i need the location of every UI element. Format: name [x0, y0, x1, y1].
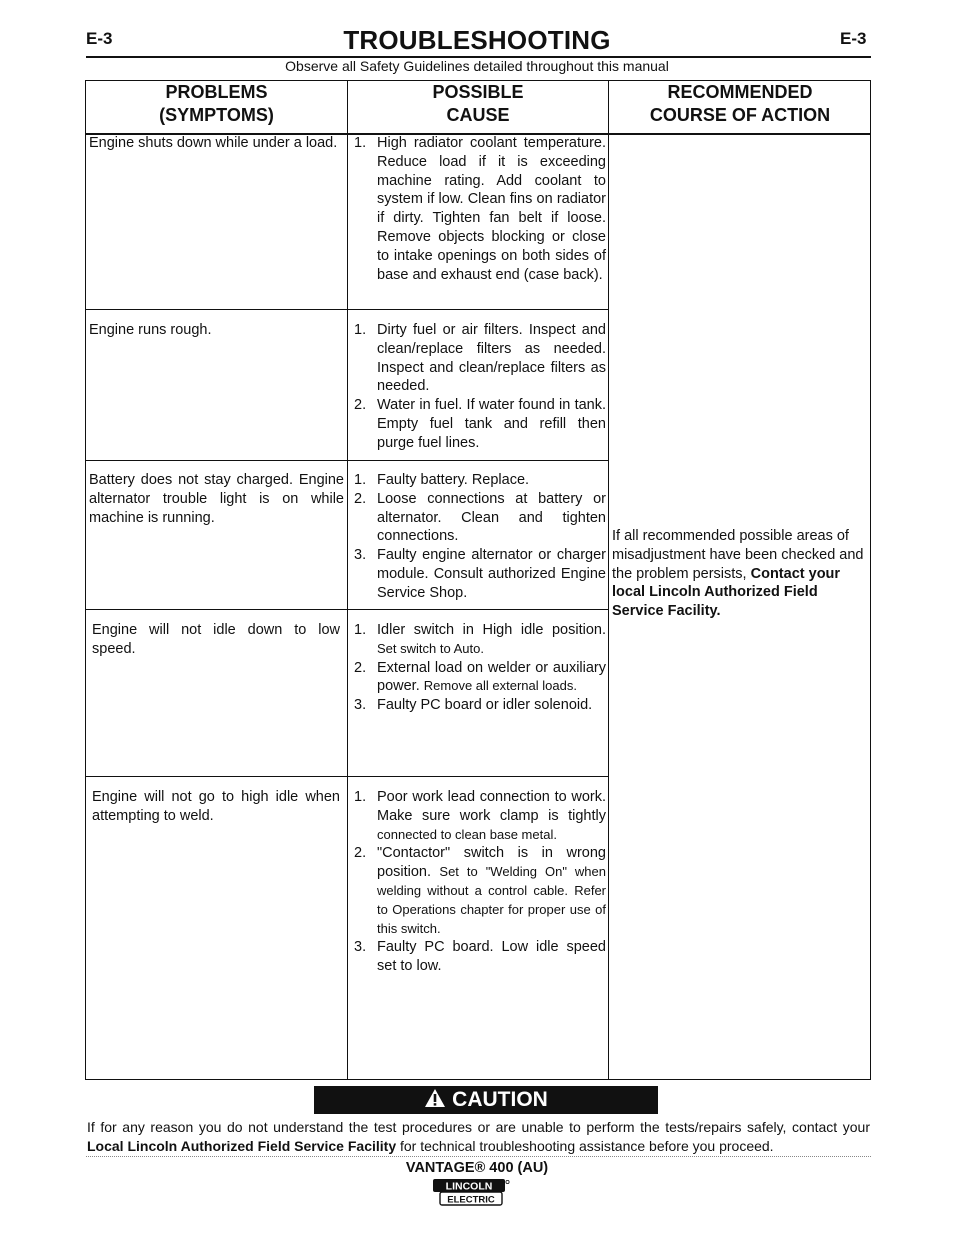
cause-number: 2. — [354, 490, 367, 507]
cause-text: Faulty battery. Replace. — [377, 472, 530, 488]
cause-number: 1. — [354, 135, 367, 151]
footer-divider — [86, 1156, 871, 1157]
cause-item — [354, 134, 606, 284]
cause-list — [354, 471, 606, 603]
cause-text: Faulty engine alternator or charger module. Consult authorized Engine Service Shop. — [377, 547, 606, 601]
action-text: If all recommended possible areas of misadjustment have been checked and the problem persists, — [612, 528, 864, 582]
cause-number: 1. — [354, 472, 367, 488]
cause-text: External load on welder or auxiliary power. — [377, 659, 606, 695]
cause-text: Idler switch in High idle position. — [377, 622, 606, 638]
column-divider — [608, 81, 609, 1079]
header-problems-line1: PROBLEMS — [165, 82, 268, 102]
cause-item — [354, 659, 606, 697]
problem-cell: Engine will not idle down to low speed. — [92, 622, 340, 657]
logo-bottom-text: ELECTRIC — [447, 1194, 495, 1206]
cause-text: Water in fuel. If water found in tank. Empty fuel tank and refill then purge fuel lines. — [377, 397, 606, 451]
row-divider — [86, 776, 608, 777]
caution-label: CAUTION — [452, 1088, 548, 1111]
cause-item — [354, 396, 606, 452]
header-problems-line2: (SYMPTOMS) — [159, 105, 274, 125]
row-divider — [86, 309, 608, 310]
cause-number: 2. — [354, 845, 367, 862]
header-action — [609, 81, 871, 133]
header-action-line1: RECOMMENDED — [667, 82, 813, 102]
logo-top-text: LINCOLN — [445, 1180, 493, 1193]
cause-number: 2. — [354, 397, 367, 414]
row-divider — [86, 460, 608, 461]
cause-list — [354, 321, 606, 453]
problem-cell: Engine runs rough. — [89, 322, 212, 338]
cause-note: Remove all external loads. — [423, 678, 577, 694]
registered-mark-icon — [506, 1180, 509, 1183]
caution-text — [87, 1118, 870, 1156]
cause-item — [354, 696, 606, 715]
cause-text: Loose connections at battery or alternator. Clean and tighten connections. — [377, 490, 606, 545]
product-name: VANTAGE® 400 (AU) — [405, 1160, 549, 1176]
cause-item — [354, 938, 606, 976]
recommended-action — [612, 527, 868, 621]
header-problems — [86, 81, 347, 133]
page-code-left: E-3 — [86, 29, 113, 48]
safety-note: Observe all Safety Guidelines detailed throughout this manual — [285, 58, 669, 74]
header-action-line2: COURSE OF ACTION — [649, 105, 831, 125]
caution-banner — [314, 1086, 658, 1114]
cause-item — [354, 844, 606, 938]
cause-note: Set switch to Auto. — [377, 640, 484, 656]
action-contact: Contact your local Lincoln Authorized Field Service Facility. — [612, 565, 841, 620]
cause-number: 1. — [354, 622, 367, 638]
cause-text: Faulty PC board. Low idle speed set to low. — [377, 939, 606, 975]
page-title: TROUBLESHOOTING — [343, 25, 611, 55]
cause-list — [354, 621, 606, 715]
problem-cell: Engine shuts down while under a load. — [89, 135, 338, 151]
problem-cell: Engine will not go to high idle when attempting to weld. — [92, 789, 340, 824]
cause-text: Dirty fuel or air filters. Inspect and clean/replace filters as needed. Inspect and clean/replace filters as needed. — [377, 322, 606, 395]
cause-item — [354, 788, 606, 844]
cause-item — [354, 321, 606, 396]
caution-text-plain: If for any reason you do not understand the test procedures or are unable to perform the tests/repairs safely, contact your — [87, 1119, 870, 1135]
caution-text-bold: Local Lincoln Authorized Field Service Facility — [87, 1138, 397, 1154]
cause-item — [354, 490, 606, 546]
warning-icon — [424, 1088, 446, 1108]
cause-item — [354, 471, 606, 490]
cause-item — [354, 546, 606, 602]
cause-number: 3. — [354, 939, 367, 956]
problem-cell: Battery does not stay charged. Engine alternator trouble light is on while machine is running. — [89, 472, 344, 526]
cause-text: "Contactor" switch is in wrong position. — [377, 845, 606, 881]
row-divider — [86, 609, 608, 610]
cause-number: 3. — [354, 697, 367, 714]
cause-text: Poor work lead connection to work. Make sure work clamp is tightly — [377, 789, 606, 824]
lincoln-electric-logo — [432, 1178, 510, 1206]
column-divider — [347, 81, 348, 1079]
cause-item — [354, 621, 606, 659]
cause-list — [354, 788, 606, 976]
cause-text: Faulty PC board or idler solenoid. — [377, 697, 593, 714]
header-cause-line1: POSSIBLE — [432, 82, 524, 102]
cause-text: High radiator coolant temperature. Reduce load if it is exceeding machine rating. Add coolant to system if low. Clean fins on radiator if dirty. Tighten fan belt if loose. Remove objects blocking or close to intake openings on both sides of base and exhaust end (case back). — [377, 135, 606, 283]
header-cause — [348, 81, 608, 133]
header-cause-line2: CAUSE — [446, 105, 510, 125]
cause-number: 1. — [354, 322, 367, 338]
page-code-right: E-3 — [840, 29, 867, 48]
cause-note: Set to "Welding On" when welding without a control cable. Refer to Operations chapter for proper use of this switch. — [377, 864, 607, 936]
troubleshooting-table — [85, 80, 871, 1080]
cause-number: 3. — [354, 547, 367, 564]
cause-number: 2. — [354, 659, 367, 676]
cause-note: connected to clean base metal. — [377, 826, 557, 842]
cause-number: 1. — [354, 789, 367, 805]
cause-list — [354, 134, 606, 284]
caution-text-tail: for technical troubleshooting assistance before you proceed. — [400, 1138, 774, 1154]
